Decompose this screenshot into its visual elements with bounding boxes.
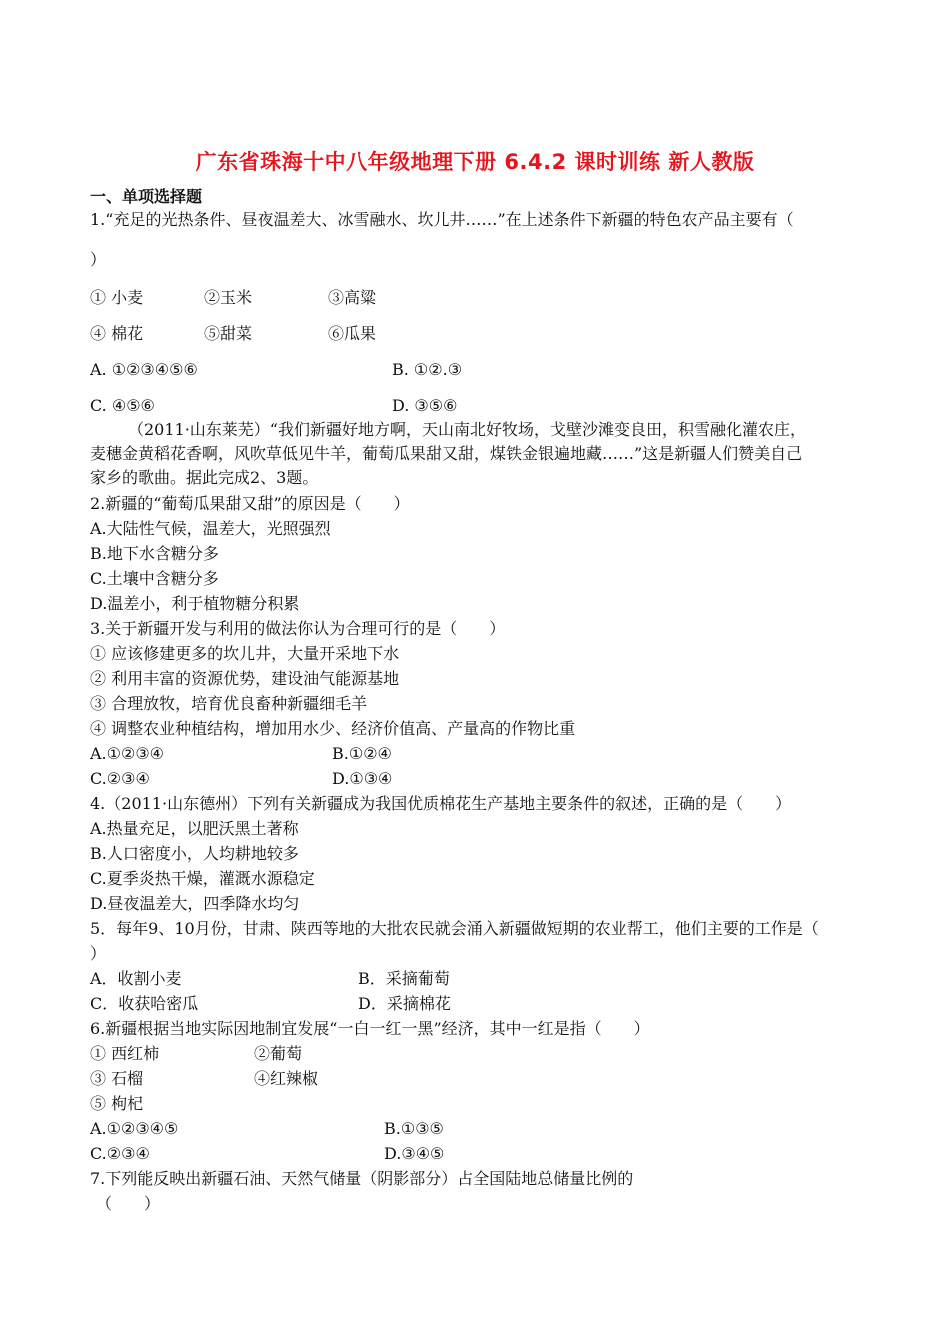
passage-line1: （2011·山东莱芜）“我们新疆好地方啊，天山南北好牧场，戈壁沙滩变良田，积雪融化灌农庄， — [128, 420, 806, 439]
q6-item: ⑤ 枸杞 — [90, 1094, 144, 1113]
q6-option-c: C.②③④ — [90, 1144, 150, 1163]
q6-option-b: B.①③⑤ — [384, 1119, 444, 1138]
q4-option-d: D.昼夜温差大，四季降水均匀 — [90, 894, 300, 913]
q4-stem: 4.（2011·山东德州）下列有关新疆成为我国优质棉花生产基地主要条件的叙述，正确的是（ ） — [90, 794, 792, 813]
q2-stem: 2.新疆的“葡萄瓜果甜又甜”的原因是（ ） — [90, 494, 410, 513]
q1-option-a: A. ①②③④⑤⑥ — [90, 360, 198, 379]
q7-stem: 7.下列能反映出新疆石油、天然气储量（阴影部分）占全国陆地总储量比例的 — [90, 1169, 634, 1188]
q3-item: ② 利用丰富的资源优势，建设油气能源基地 — [90, 669, 400, 688]
q1-stem-line1: 1.“充足的光热条件、昼夜温差大、冰雪融水、坎儿井……”在上述条件下新疆的特色农产品主要有（ — [90, 210, 794, 229]
q1-item: ④ 棉花 — [90, 324, 144, 343]
q3-item: ④ 调整农业种植结构，增加用水少、经济价值高、产量高的作物比重 — [90, 719, 576, 738]
q1-item: ⑥瓜果 — [328, 324, 377, 343]
q5-option-d: D．采摘棉花 — [358, 994, 451, 1013]
q5-stem-line1: 5．每年9、10月份，甘肃、陕西等地的大批农民就会涌入新疆做短期的农业帮工，他们主要的工作是（ — [90, 919, 819, 938]
q4-option-c: C.夏季炎热干燥，灌溉水源稳定 — [90, 869, 315, 888]
q1-option-d: D. ③⑤⑥ — [392, 396, 458, 415]
q1-option-c: C. ④⑤⑥ — [90, 396, 155, 415]
q3-option-a: A.①②③④ — [90, 744, 165, 763]
q4-option-a: A.热量充足，以肥沃黑土著称 — [90, 819, 299, 838]
q2-option-b: B.地下水含糖分多 — [90, 544, 219, 563]
section-heading: 一、单项选择题 — [90, 187, 203, 206]
q5-stem-line2: ） — [90, 944, 107, 963]
q3-stem: 3.关于新疆开发与利用的做法你认为合理可行的是（ ） — [90, 619, 506, 638]
q1-item: ②玉米 — [204, 288, 253, 307]
q3-option-b: B.①②④ — [332, 744, 392, 763]
q5-option-b: B．采摘葡萄 — [358, 969, 450, 988]
q1-item: ③高粱 — [328, 288, 377, 307]
q2-option-c: C.土壤中含糖分多 — [90, 569, 219, 588]
q1-option-b: B. ①②.③ — [392, 360, 463, 379]
passage-line3: 家乡的歌曲。据此完成2、3题。 — [90, 468, 319, 487]
q6-item: ③ 石榴 — [90, 1069, 144, 1088]
q3-item: ③ 合理放牧，培育优良畜种新疆细毛羊 — [90, 694, 368, 713]
q6-option-d: D.③④⑤ — [384, 1144, 445, 1163]
q4-option-b: B.人口密度小，人均耕地较多 — [90, 844, 299, 863]
q7-answer-paren: （ ） — [96, 1194, 161, 1213]
q3-option-c: C.②③④ — [90, 769, 150, 788]
q2-option-d: D.温差小，利于植物糖分积累 — [90, 594, 300, 613]
q6-option-a: A.①②③④⑤ — [90, 1119, 179, 1138]
q2-option-a: A.大陆性气候，温差大，光照强烈 — [90, 519, 331, 538]
q1-item: ⑤甜菜 — [204, 324, 253, 343]
q5-option-a: A．收割小麦 — [90, 969, 182, 988]
q1-stem-line2: ） — [90, 250, 107, 269]
q6-item: ④红辣椒 — [254, 1069, 319, 1088]
q3-option-d: D.①③④ — [332, 769, 393, 788]
q6-item: ① 西红柿 — [90, 1044, 160, 1063]
q3-item: ① 应该修建更多的坎儿井，大量开采地下水 — [90, 644, 400, 663]
passage-line2: 麦穗金黄稻花香啊，风吹草低见牛羊，葡萄瓜果甜又甜，煤铁金银遍地藏……”这是新疆人们赞美自己 — [90, 444, 803, 463]
q6-item: ②葡萄 — [254, 1044, 303, 1063]
q1-item: ① 小麦 — [90, 288, 144, 307]
q6-stem: 6.新疆根据当地实际因地制宜发展“一白一红一黑”经济，其中一红是指（ ） — [90, 1019, 650, 1038]
page-title: 广东省珠海十中八年级地理下册 6.4.2 课时训练 新人教版 — [195, 150, 755, 174]
q5-option-c: C．收获哈密瓜 — [90, 994, 199, 1013]
